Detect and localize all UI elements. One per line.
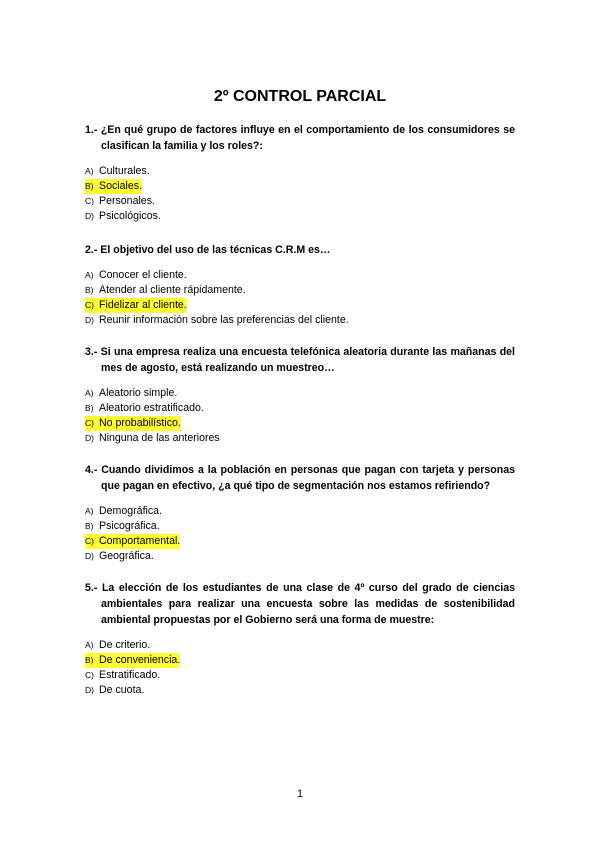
option-list: [85, 268, 515, 328]
option-list: [85, 386, 515, 446]
option-b: [85, 519, 515, 534]
option-text-highlighted: Fidelizar al cliente.: [99, 299, 187, 311]
question-2: [85, 242, 515, 328]
option-text: De criterio.: [99, 639, 151, 651]
option-letter: D): [85, 211, 94, 221]
option-letter: A): [85, 388, 94, 398]
option-list: [85, 164, 515, 224]
option-a: [85, 164, 515, 179]
question-4: [85, 462, 515, 564]
option-text: Ninguna de las anteriores: [99, 432, 220, 444]
option-d: [85, 549, 515, 564]
option-letter: C): [85, 416, 99, 431]
question-text: 1.- ¿En qué grupo de factores influye en el comportamiento de los consumidores se clasifican la familia y los roles?:: [85, 124, 515, 152]
option-a: [85, 504, 515, 519]
question-text: 2.- El objetivo del uso de las técnicas C.R.M es…: [85, 244, 331, 256]
option-text: Psicográfica.: [99, 520, 160, 532]
option-letter: C): [85, 298, 99, 313]
question-5: [85, 580, 515, 698]
option-b-correct: [85, 179, 515, 194]
option-b: [85, 283, 515, 298]
option-letter: B): [85, 403, 94, 413]
option-d: [85, 209, 515, 224]
option-text: Psicológicos.: [99, 210, 161, 222]
option-list: [85, 638, 515, 698]
option-text: Demográfica.: [99, 505, 162, 517]
option-text: Estratificado.: [99, 669, 161, 681]
option-text-highlighted: Comportamental.: [99, 535, 181, 547]
option-text: Aleatorio simple.: [99, 387, 178, 399]
option-c-correct: [85, 416, 515, 431]
page-number: 1: [296, 788, 304, 800]
option-text: Aleatorio estratificado.: [99, 402, 204, 414]
option-b: [85, 401, 515, 416]
option-text-highlighted: No probabilístico.: [99, 417, 181, 429]
option-c-correct: [85, 298, 515, 313]
option-letter: C): [85, 670, 94, 680]
option-text-highlighted: De conveniencia.: [99, 654, 181, 666]
option-d: [85, 431, 515, 446]
option-letter: C): [85, 534, 99, 549]
option-text: Atender al cliente rápidamente.: [99, 284, 246, 296]
option-text: De cuota.: [99, 684, 145, 696]
option-letter: B): [85, 179, 99, 194]
option-letter: B): [85, 521, 94, 531]
question-1: [85, 122, 515, 224]
option-c-correct: [85, 534, 515, 549]
option-text: Geográfica.: [99, 550, 154, 562]
option-letter: B): [85, 285, 94, 295]
question-text: 4.- Cuando dividimos a la población en personas que pagan con tarjeta y personas que pagan en efectivo, ¿a qué tipo de segmentación nos estamos refiriendo?: [85, 464, 515, 492]
question-3: [85, 344, 515, 446]
option-text: Personales.: [99, 195, 155, 207]
option-letter: D): [85, 551, 94, 561]
option-a: [85, 638, 515, 653]
option-letter: A): [85, 166, 94, 176]
option-letter: A): [85, 270, 94, 280]
option-letter: B): [85, 653, 99, 668]
option-letter: C): [85, 196, 94, 206]
option-text: Conocer el cliente.: [99, 269, 187, 281]
option-letter: D): [85, 315, 94, 325]
option-d: [85, 683, 515, 698]
option-b-correct: [85, 653, 515, 668]
option-a: [85, 386, 515, 401]
option-text-highlighted: Sociales.: [99, 180, 142, 192]
option-letter: D): [85, 433, 94, 443]
option-letter: D): [85, 685, 94, 695]
option-text: Reunir información sobre las preferencias del cliente.: [99, 314, 349, 326]
question-text: 3.- Si una empresa realiza una encuesta telefónica aleatoria durante las mañanas del mes de agosto, está realizando un muestreo…: [85, 346, 515, 374]
page-title: 2º CONTROL PARCIAL: [213, 88, 387, 105]
option-a: [85, 268, 515, 283]
option-letter: A): [85, 640, 94, 650]
option-list: [85, 504, 515, 564]
question-text: 5.- La elección de los estudiantes de una clase de 4º curso del grado de ciencias ambientales para realizar una encuesta sobre las medidas de sostenibilidad ambiental propuestas por el Gobierno será una forma de muestre:: [85, 582, 515, 626]
option-letter: A): [85, 506, 94, 516]
option-c: [85, 668, 515, 683]
option-c: [85, 194, 515, 209]
option-d: [85, 313, 515, 328]
option-text: Culturales.: [99, 165, 150, 177]
